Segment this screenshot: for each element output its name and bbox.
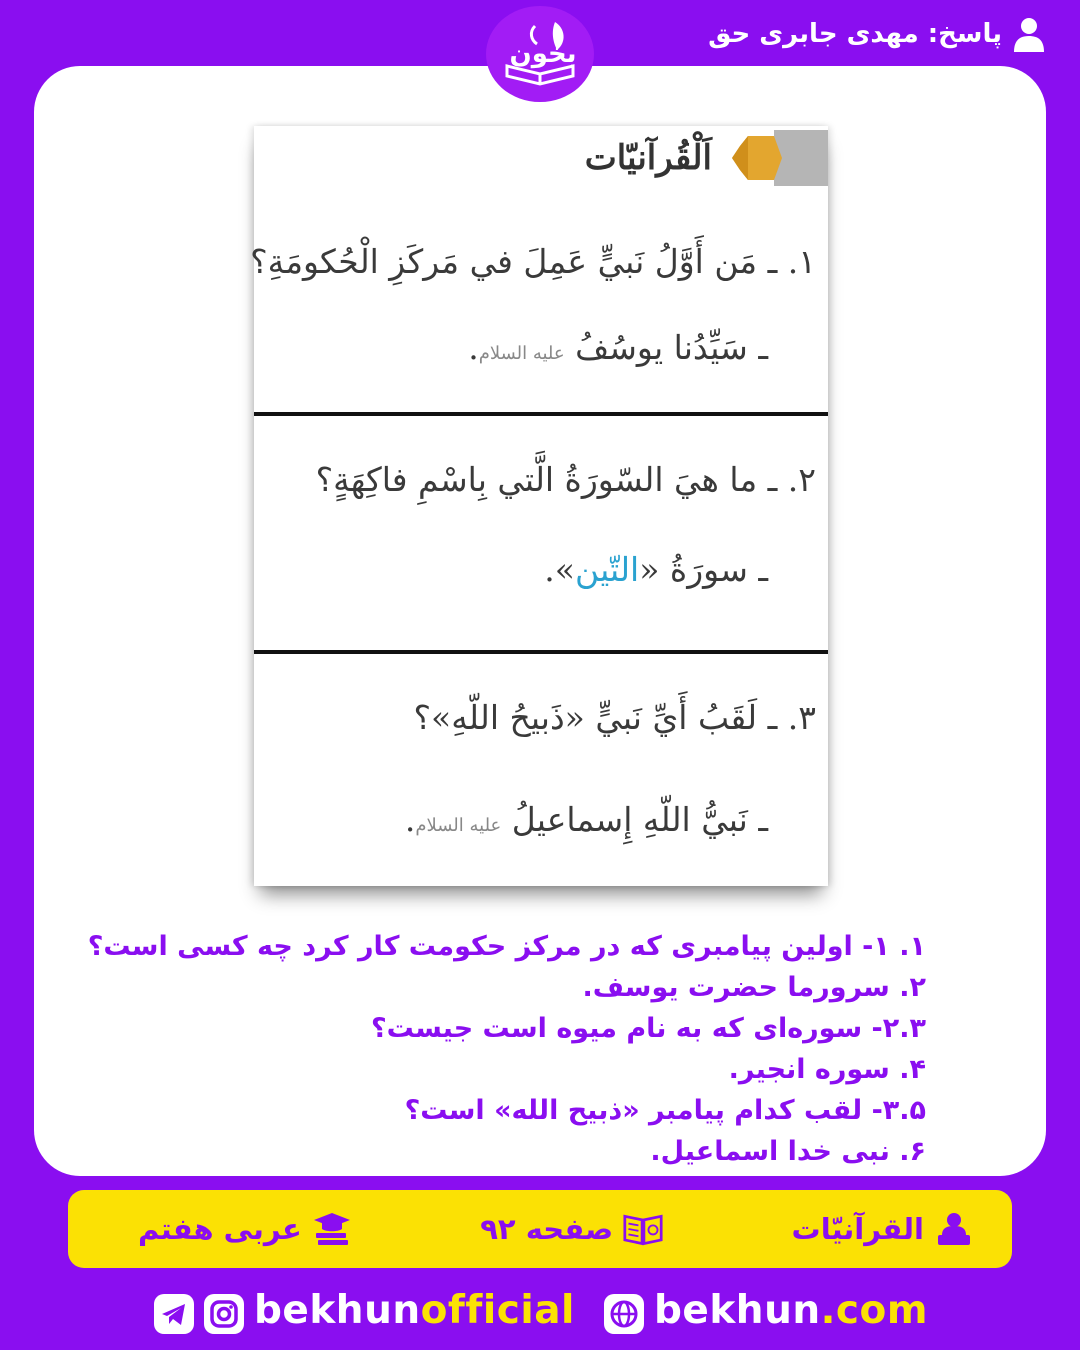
translation-line: ۶. نبی خدا اسماعیل. <box>650 1136 926 1167</box>
answerer <box>708 12 1046 56</box>
open-book-icon <box>623 1211 663 1247</box>
translation-list <box>87 926 926 1172</box>
brand-logo <box>486 6 594 102</box>
logo-text: بخون <box>509 39 577 69</box>
social-handle[interactable] <box>254 1288 575 1333</box>
section-header <box>254 126 828 190</box>
header-ornament-icon <box>718 130 828 186</box>
subject-info <box>138 1211 352 1247</box>
answer-prefix: ـ سورَةُ « <box>639 550 768 589</box>
globe-icon[interactable] <box>604 1294 644 1334</box>
page-info <box>480 1211 663 1247</box>
question-text: ٢. ـ ما هيَ السّورَةُ الَّتي بِاسْمِ فاکِهَةٍ؟ <box>315 460 816 499</box>
lesson-info <box>792 1211 974 1247</box>
book-logo-icon <box>495 14 585 94</box>
social-handle-accent: official <box>420 1288 575 1333</box>
answer-main: ـ نَبيُّ اللّهِ إِسماعيلُ <box>511 800 768 839</box>
lesson-label: القرآنیّات <box>791 1212 924 1246</box>
qa-item-3 <box>254 656 828 886</box>
content-card <box>34 66 1046 1176</box>
answer-suffix: ». <box>544 550 575 589</box>
answer-text <box>468 328 768 367</box>
translation-line: ۲. سرورما حضرت یوسف. <box>582 972 926 1003</box>
honorific-text: عليه السلام <box>478 343 565 364</box>
page-label: صفحه ۹۲ <box>480 1212 614 1246</box>
teacher-icon <box>934 1211 974 1247</box>
translation-line: ۳.۵- لقب کدام پیامبر «ذبیح الله» است؟ <box>404 1095 926 1126</box>
graduation-books-icon <box>312 1211 352 1247</box>
question-text: ٣. ـ لَقَبُ أَيِّ نَبيٍّ «ذَبيحُ اللّهِ»؟ <box>413 698 816 737</box>
answer-end: . <box>404 800 416 839</box>
answer-main: ـ سَيِّدُنا يوسُفُ <box>575 328 768 367</box>
divider <box>254 412 828 416</box>
website-link[interactable] <box>654 1288 928 1333</box>
divider <box>254 650 828 654</box>
info-bar <box>68 1190 1012 1268</box>
translation-line: ۲.۳- سوره‌ای که به نام میوه است جیست؟ <box>370 1013 926 1044</box>
answer-text <box>544 550 768 589</box>
answer-highlight: التّين <box>574 550 640 589</box>
social-handle-main: bekhun <box>254 1288 421 1333</box>
textbook-excerpt <box>250 126 828 886</box>
subject-label: عربی هفتم <box>138 1212 302 1246</box>
telegram-icon[interactable] <box>154 1294 194 1334</box>
answerer-label: پاسخ: مهدی جابری حق <box>708 19 1002 49</box>
section-title: اَلْقُرآنيّات <box>584 138 712 178</box>
translation-line: ۴. سوره انجیر. <box>728 1054 926 1085</box>
footer <box>0 1288 1080 1342</box>
qa-item-2 <box>254 418 828 648</box>
question-text: ١. ـ مَن أَوَّلُ نَبيٍّ عَمِلَ في مَرکَزِ الْحُکومَةِ؟ <box>250 242 816 281</box>
instagram-icon[interactable] <box>204 1294 244 1334</box>
answer-text <box>405 800 768 839</box>
website-main: bekhun <box>654 1288 821 1333</box>
answer-end: . <box>468 328 479 367</box>
translation-line: ۱. ۱- اولین پیامبری که در مرکز حکومت کار کرد چه کسی است؟ <box>87 931 926 962</box>
qa-item-1 <box>250 196 828 406</box>
honorific-text: عليه السلام <box>415 815 502 836</box>
website-accent: .com <box>820 1288 928 1333</box>
person-icon <box>1012 16 1046 52</box>
